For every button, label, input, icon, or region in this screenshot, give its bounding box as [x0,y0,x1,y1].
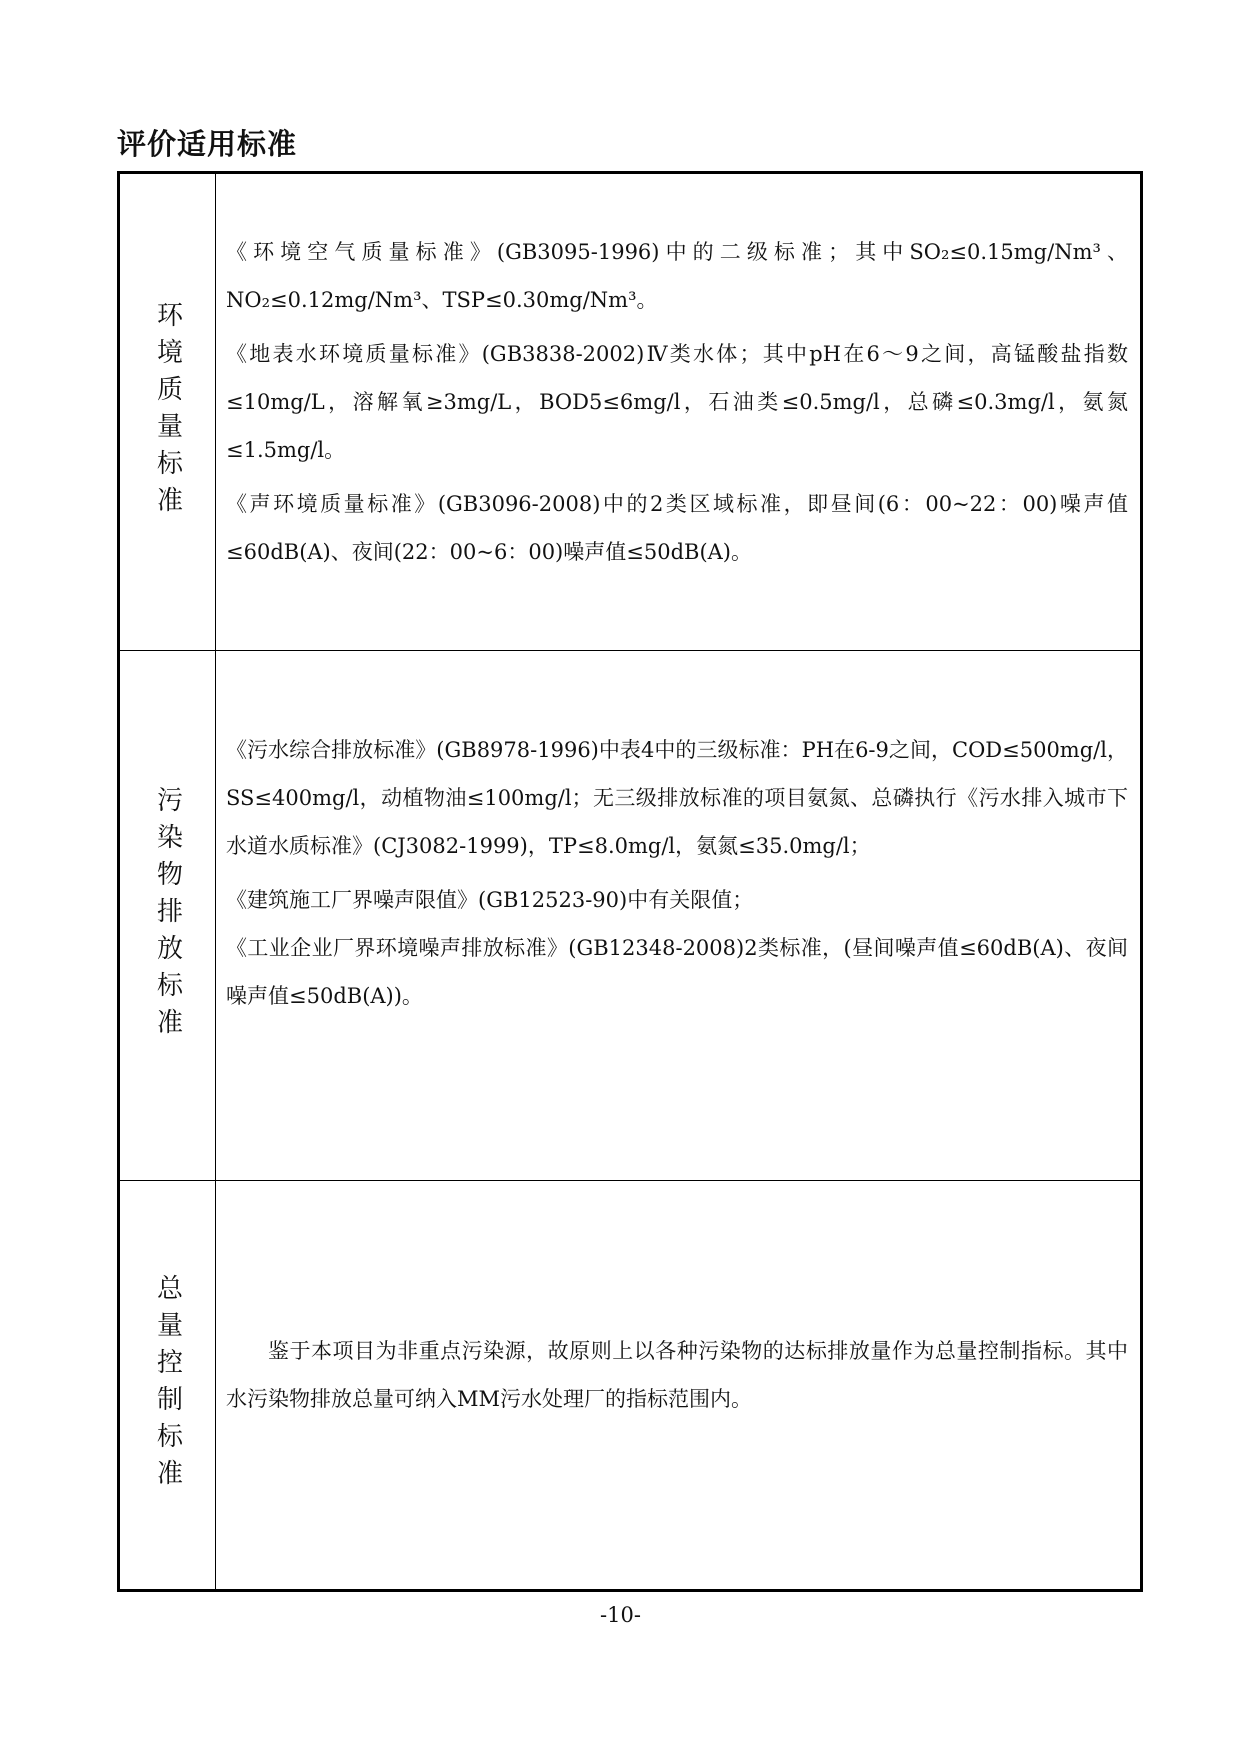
section-title: 评价适用标准 [117,127,298,161]
construction-noise-standard: 《建筑施工厂界噪声限值》(GB12523-90)中有关限值； [226,888,754,912]
surface-water-standard: 《地表水环境质量标准》(GB3838-2002)Ⅳ类水体；其中pH在6～9之间，高锰酸盐指数≤10mg/L，溶解氧≥3mg/L，BOD5≤6mg/l，石油类≤0.5mg/l，总磷≤0.3mg/l，氨氮≤1.5mg/l。 [226,342,1128,462]
total-control-text: 鉴于本项目为非重点污染源，故原则上以各种污染物的达标排放量作为总量控制指标。其中水污染物排放总量可纳入MM污水处理厂的指标范围内。 [226,1339,1128,1411]
row-pollutant-discharge [120,651,1140,1181]
label-cell [120,1181,216,1589]
industrial-noise-standard: 《工业企业厂界环境噪声排放标准》(GB12348-2008)2类标准，(昼间噪声值≤60dB(A)、夜间噪声值≤50dB(A))。 [226,936,1128,1008]
content-cell [216,1181,1140,1589]
air-quality-standard: 《环境空气质量标准》(GB3095-1996)中的二级标准；其中SO₂≤0.15mg/Nm³、NO₂≤0.12mg/Nm³、TSP≤0.30mg/Nm³。 [226,240,1128,312]
content-cell [216,651,1140,1180]
label-cell [120,651,216,1180]
row-label-total-control: 总量控制标准 [152,1274,183,1496]
row-total-control [120,1181,1140,1589]
row-label-pollutant-discharge: 污染物排放标准 [152,786,183,1045]
row-environment-quality [120,174,1140,651]
page-number: -10- [600,1603,641,1627]
row-label-environment-quality: 环境质量标准 [152,301,183,523]
noise-environment-standard: 《声环境质量标准》(GB3096-2008)中的2类区域标准，即昼间(6：00~22：00)噪声值≤60dB(A)、夜间(22：00~6：00)噪声值≤50dB(A)。 [226,492,1128,564]
label-cell [120,174,216,650]
standards-table [117,171,1143,1592]
wastewater-discharge-standard: 《污水综合排放标准》(GB8978-1996)中表4中的三级标准：PH在6-9之间，COD≤500mg/l，SS≤400mg/l，动植物油≤100mg/l；无三级排放标准的项目氨氮、总磷执行《污水排入城市下水道水质标准》(CJ3082-1999)，TP≤8.0mg/l，氨氮≤35.0mg/l； [226,738,1128,858]
content-cell [216,174,1140,650]
